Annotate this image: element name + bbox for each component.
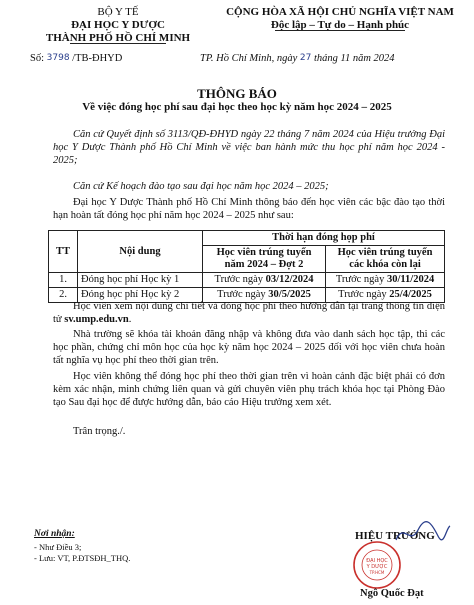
row-deadline-1 <box>203 273 326 288</box>
deadline-date: 30/5/2025 <box>268 289 311 300</box>
deadline-date: 25/4/2025 <box>389 289 432 300</box>
notice-title: THÔNG BÁO <box>197 86 277 101</box>
header-right-underline <box>275 30 405 31</box>
legal-basis-1: Căn cứ Quyết định số 3113/QĐ-ĐHYD ngày 22 tháng 7 năm 2024 của Hiệu trưởng Đại học Y Dược Thành phố Hồ Chí Minh về việc ban hành mức thu học phí năm học 2024 - 2025; <box>53 129 445 166</box>
recipients-label: Nơi nhận: <box>34 529 75 539</box>
republic-name: CỘNG HÒA XÃ HỘI CHỦ NGHĨA VIỆT NAM <box>226 6 454 18</box>
signer-title: HIỆU TRƯỞNG <box>355 530 435 542</box>
table-row <box>49 273 445 288</box>
deadline-prefix: Trước ngày <box>335 274 387 285</box>
document-number <box>30 53 122 64</box>
col-subheader-other-cohorts: Học viên trúng tuyển các khóa còn lại <box>326 246 445 273</box>
row-deadline-2 <box>326 273 445 288</box>
legal-basis-2: Căn cứ Kế hoạch đào tạo sau đại học năm học 2024 – 2025; <box>73 181 329 192</box>
university-name-line1: ĐẠI HỌC Y DƯỢC <box>71 19 165 31</box>
col-header-tt: TT <box>49 231 78 273</box>
fee-deadline-table <box>48 230 445 303</box>
student-portal-link[interactable]: sv.ump.edu.vn <box>64 314 129 325</box>
deadline-prefix: Trước ngày <box>338 289 390 300</box>
instruction-end: . <box>128 314 132 325</box>
date-suffix: tháng 11 năm 2024 <box>311 53 395 64</box>
header-left-underline <box>70 43 166 44</box>
document-date <box>200 53 395 64</box>
deadline-date: 30/11/2024 <box>386 274 435 285</box>
announcement-intro: Đại học Y Dược Thành phố Hồ Chí Minh thông báo đến học viên các bậc đào tạo thời hạn hoàn tất đóng học phí năm học 2024 – 2025 như sau: <box>53 197 445 221</box>
row-content: Đóng học phí Học kỳ 1 <box>78 273 203 288</box>
doc-number-prefix: Số: <box>30 53 47 64</box>
deadline-prefix: Trước ngày <box>217 289 269 300</box>
table-header-row <box>49 231 445 246</box>
row-content: Đóng học phí Học kỳ 2 <box>78 288 203 303</box>
recipient-item: - Lưu: VT, P.ĐTSĐH_THQ. <box>34 553 131 563</box>
doc-number-handwritten: 3798 <box>46 53 70 63</box>
account-lock-paragraph: Nhà trường sẽ khóa tài khoản đăng nhập và không đưa vào danh sách học tập, thi các học phần, chứng chỉ môn học của học kỳ năm học 2024 – 2025 đối với học viên chưa hoàn tất nghĩa vụ học phí theo thời gian trên. <box>53 329 445 366</box>
svg-text:ĐẠI HỌC: ĐẠI HỌC <box>366 558 388 564</box>
date-day-handwritten: 27 <box>299 53 312 63</box>
row-tt: 1. <box>49 273 78 288</box>
date-prefix: TP. Hồ Chí Minh, ngày <box>200 53 300 64</box>
signer-name: Ngô Quốc Đạt <box>360 588 424 599</box>
special-case-paragraph: Học viên không thể đóng học phí theo thời gian trên vì hoàn cảnh đặc biệt phải có đơn kèm xác nhận, minh chứng liên quan và gửi chuyên viên phụ trách khóa học tại Phòng Đào tạo Sau đại học để được hướng dẫn, báo cáo Hiệu trưởng xem xét. <box>53 371 445 408</box>
header-right <box>215 6 465 32</box>
notice-subject: Về việc đóng học phí sau đại học theo học kỳ năm học 2024 – 2025 <box>82 101 392 113</box>
deadline-date: 03/12/2024 <box>265 274 314 285</box>
instruction-text: Học viên xem nội dung chi tiết và đóng học phí theo hướng dẫn tại trang thông tin điện tử <box>53 301 445 325</box>
svg-text:TP.HCM: TP.HCM <box>369 570 385 575</box>
university-name-line2: THÀNH PHỐ HỒ CHÍ MINH <box>45 32 191 44</box>
instruction-paragraph <box>53 300 445 326</box>
col-subheader-2024-round2: Học viên trúng tuyển năm 2024 – Đợt 2 <box>203 246 326 273</box>
ministry-name: BỘ Y TẾ <box>97 6 139 18</box>
signature-icon <box>392 518 452 548</box>
header-left <box>18 6 218 45</box>
recipient-item: - Như Điều 3; <box>34 542 82 552</box>
col-header-deadline: Thời hạn đóng họp phí <box>203 231 445 246</box>
col-header-content: Nội dung <box>78 231 203 273</box>
closing-text: Trân trọng./. <box>73 426 126 437</box>
national-motto: Độc lập – Tự do – Hạnh phúc <box>270 19 410 31</box>
deadline-prefix: Trước ngày <box>214 274 266 285</box>
svg-text:Y DƯỢC: Y DƯỢC <box>366 564 388 570</box>
row-tt: 2. <box>49 288 78 303</box>
doc-number-suffix: /TB-ĐHYD <box>69 53 123 64</box>
